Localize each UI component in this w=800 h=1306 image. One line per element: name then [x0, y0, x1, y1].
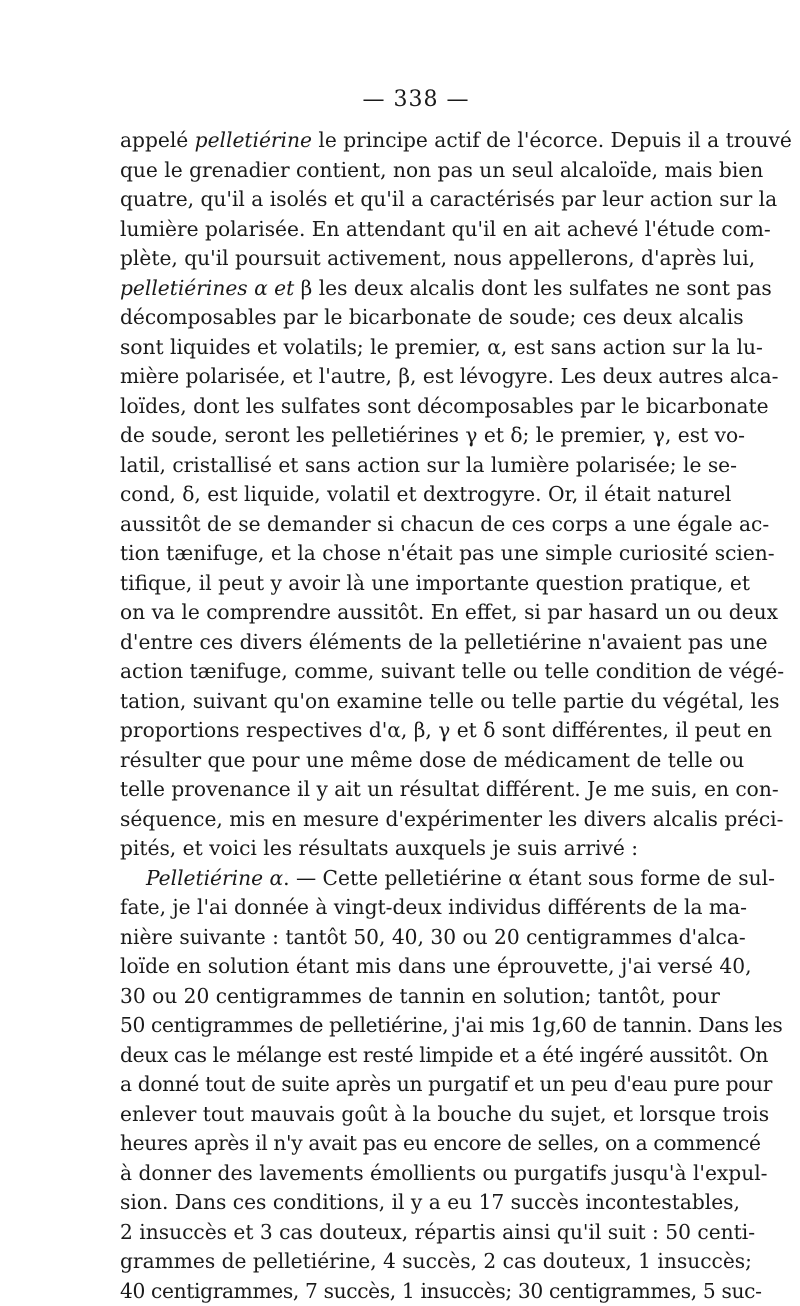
text-line: à donner des lavements émollients ou purgatifs jusqu'à l'expul- [120, 1159, 682, 1189]
italic-term: Pelletiérine α [146, 866, 283, 890]
text-line: 30 ou 20 centigrammes de tannin en solution; tantôt, pour [120, 982, 682, 1012]
text-line: pités, et voici les résultats auxquels je suis arrivé : [120, 834, 682, 864]
text-line: de soude, seront les pelletiérines γ et δ; le premier, γ, est vo- [120, 421, 682, 451]
text-line: tation, suivant qu'on examine telle ou telle partie du végétal, les [120, 687, 682, 717]
text-line: lumière polarisée. En attendant qu'il en ait achevé l'étude com- [120, 215, 682, 245]
text-line: action tænifuge, comme, suivant telle ou telle condition de végé- [120, 657, 682, 687]
text-line: latil, cristallisé et sans action sur la lumière polarisée; le se- [120, 451, 682, 481]
text-line: nière suivante : tantôt 50, 40, 30 ou 20 centigrammes d'alca- [120, 923, 682, 953]
text-line: mière polarisée, et l'autre, β, est lévogyre. Les deux autres alca- [120, 362, 682, 392]
text-line: proportions respectives d'α, β, γ et δ sont différentes, il peut en [120, 716, 682, 746]
text-line: résulter que pour une même dose de médicament de telle ou [120, 746, 682, 776]
text-line: loïde en solution étant mis dans une éprouvette, j'ai versé 40, [120, 952, 682, 982]
text-line: appelé pelletiérine le principe actif de l'écorce. Depuis il a trouvé [120, 126, 682, 156]
text-line: a donné tout de suite après un purgatif et un peu d'eau pure pour [120, 1070, 682, 1100]
text-line: cond, δ, est liquide, volatil et dextrogyre. Or, il était naturel [120, 480, 682, 510]
text-line: deux cas le mélange est resté limpide et a été ingéré aussitôt. On [120, 1041, 682, 1071]
text-line: telle provenance il y ait un résultat différent. Je me suis, en con- [120, 775, 682, 805]
text-line: sont liquides et volatils; le premier, α, est sans action sur la lu- [120, 333, 682, 363]
text-line: aussitôt de se demander si chacun de ces corps a une égale ac- [120, 510, 682, 540]
text-line: grammes de pelletiérine, 4 succès, 2 cas douteux, 1 insuccès; [120, 1247, 682, 1277]
text-line: 50 centigrammes de pelletiérine, j'ai mis 1g,60 de tannin. Dans les [120, 1011, 682, 1041]
text-line: décomposables par le bicarbonate de soude; ces deux alcalis [120, 303, 682, 333]
text-line: quatre, qu'il a isolés et qu'il a caractérisés par leur action sur la [120, 185, 682, 215]
text-line: séquence, mis en mesure d'expérimenter les divers alcalis préci- [120, 805, 682, 835]
text-line: on va le comprendre aussitôt. En effet, si par hasard un ou deux [120, 598, 682, 628]
text-line: d'entre ces divers éléments de la pelletiérine n'avaient pas une [120, 628, 682, 658]
page-number: — 338 — [150, 88, 682, 112]
body-text [120, 126, 682, 1306]
text-line: fate, je l'ai donnée à vingt-deux individus différents de la ma- [120, 893, 682, 923]
section-heading-line: Pelletiérine α. — Cette pelletiérine α étant sous forme de sul- [120, 864, 682, 894]
book-page [120, 88, 682, 1306]
text-line: tion tænifuge, et la chose n'était pas une simple curiosité scien- [120, 539, 682, 569]
text-line: que le grenadier contient, non pas un seul alcaloïde, mais bien [120, 156, 682, 186]
italic-term: pelletiérines α et [120, 276, 294, 300]
text-line: plète, qu'il poursuit activement, nous appellerons, d'après lui, [120, 244, 682, 274]
text-line: pelletiérines α et β les deux alcalis dont les sulfates ne sont pas [120, 274, 682, 304]
text-line: loïdes, dont les sulfates sont décomposables par le bicarbonate [120, 392, 682, 422]
text-line: enlever tout mauvais goût à la bouche du sujet, et lorsque trois [120, 1100, 682, 1130]
text-line: tifique, il peut y avoir là une importante question pratique, et [120, 569, 682, 599]
text-line: sion. Dans ces conditions, il y a eu 17 succès incontestables, [120, 1188, 682, 1218]
text-line: 2 insuccès et 3 cas douteux, répartis ainsi qu'il suit : 50 centi- [120, 1218, 682, 1248]
text-line: heures après il n'y avait pas eu encore de selles, on a commencé [120, 1129, 682, 1159]
text-line: 40 centigrammes, 7 succès, 1 insuccès; 30 centigrammes, 5 suc- [120, 1277, 682, 1306]
italic-term: pelletiérine [195, 128, 312, 152]
